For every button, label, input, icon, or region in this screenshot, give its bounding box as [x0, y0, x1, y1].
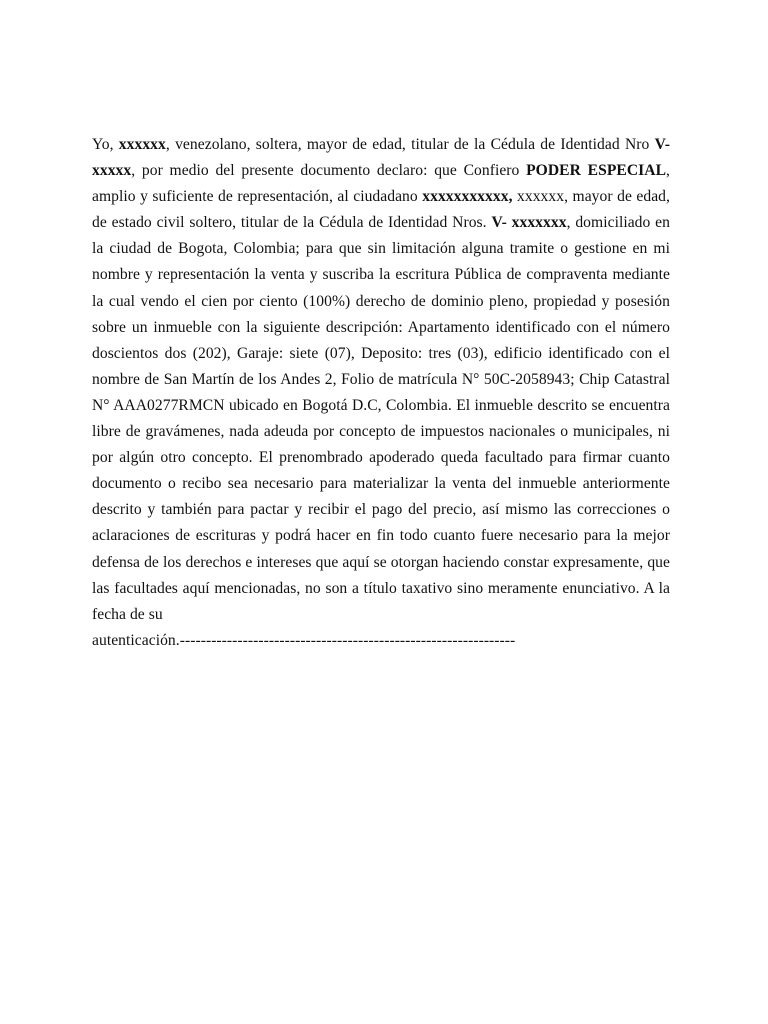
text-segment: xxxxxx, mayor de edad, de estado civil soltero, titular de la Cédula de Identidad Nros.: [92, 188, 670, 232]
text-segment: Yo,: [92, 136, 119, 153]
power-type: PODER ESPECIAL: [526, 162, 667, 180]
text-segment: , domiciliado en la ciudad de Bogota, Colombia; para que sin limitación alguna tramite o gestione en mi nombre y representación la venta y suscriba la escritura Pública de compraventa mediante la cual vendo el cien por ciento (100%) derecho de dominio pleno, propiedad y posesión sobre un inmueble con la siguiente descripción: Apartamento identificado con el número doscientos dos (202), Garaje: siete (07), Deposito: tres (03), edificio identificado con el nombre de San Martín de los Andes 2, Folio de matrícula N° 50C-2058943; Chip Catastral N° AAA0277RMCN ubicado en Bogotá D.C, Colombia. El inmueble descrito se encuentra libre de gravámenes, nada adeuda por concepto de impuestos nacionales o municipales, ni por algún otro concepto. El prenombrado apoderado queda facultado para firmar cuanto documento o recibo sea necesario para materializar la venta del inmueble anteriormente descrito y también para pactar y recibir el pago del precio, así mismo las correcciones o aclaraciones de escrituras y podrá hacer en fin todo cuanto fuere necesario para la mejor defensa de los derechos e intereses que aquí se otorgan haciendo constar expresamente, que las facultades aquí mencionadas, no son a título taxativo sino meramente enunciativo. A la fecha de su: [92, 214, 671, 623]
grantor-id-number: V-xxxxx: [92, 136, 670, 180]
power-of-attorney-text: [92, 132, 670, 654]
text-segment: , venezolano, soltera, mayor de edad, titular de la Cédula de Identidad Nro: [165, 136, 655, 153]
attorney-name: xxxxxxxxxxx,: [422, 188, 513, 206]
grantor-name: xxxxxx: [118, 136, 166, 153]
text-segment: , amplio y suficiente de representación, al ciudadano: [92, 162, 670, 206]
text-segment: , por medio del presente documento declaro: que Confiero: [131, 162, 527, 180]
closing-word: autenticación.: [92, 631, 180, 649]
attorney-id-number: V- xxxxxxx: [491, 214, 567, 232]
closing-dashes: ----------------------------------------------------------------: [179, 631, 516, 649]
body-paragraph: [92, 132, 670, 654]
